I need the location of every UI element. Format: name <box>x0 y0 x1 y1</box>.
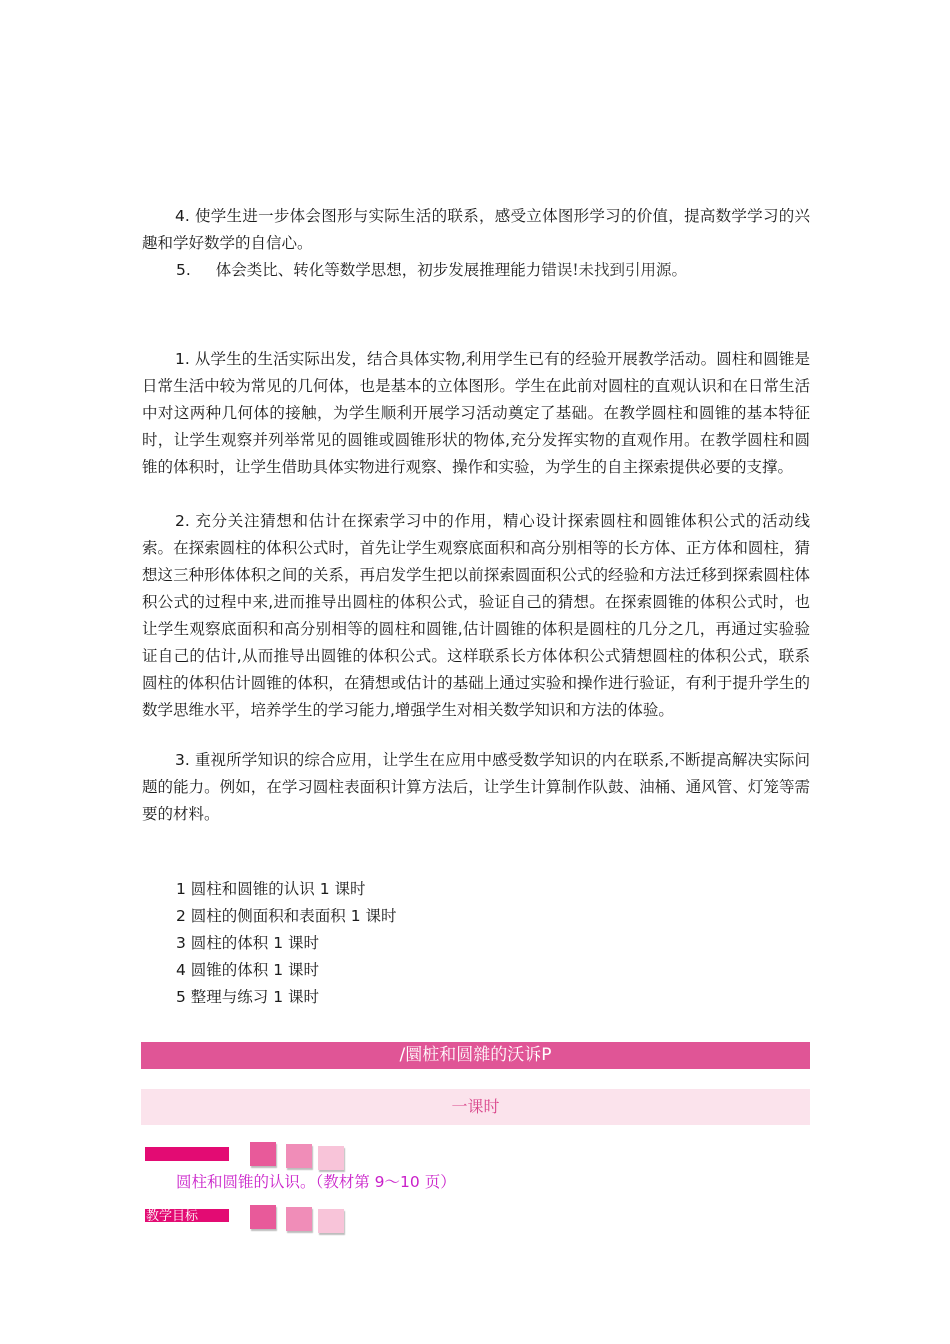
schedule-item: 3 圆柱的体积 1 课时 <box>176 934 320 952</box>
reference-error: 错误!未找到引用源。 <box>541 261 688 279</box>
objective-4: 4. 使学生进一步体会图形与实际生活的联系，感受立体图形学习的价值，提高数学学习的兴趣和学好数学的自信心。 <box>142 207 810 252</box>
suggestion-1: 1. 从学生的生活实际出发，结合具体实物,利用学生已有的经验开展教学活动。圆柱和圆锥是日常生活中较为常见的几何体，也是基本的立体图形。学生在此前对圆柱的直观认识和在日常生活中对这两种几何体的接触，为学生顺利开展学习活动奠定了基础。在教学圆柱和圆锥的基本特征时，让学生观察并列举常见的圆锥或圆锥形状的物体,充分发挥实物的直观作用。在教学圆柱和圆锥的体积时，让学生借助具体实物进行观察、操作和实验，为学生的自主探索提供必要的支撑。 <box>142 350 810 476</box>
decor-square <box>318 1146 344 1170</box>
section-bar <box>145 1147 229 1161</box>
lesson-content: 圆柱和圆锥的认识。（教材第 9〜10 页） <box>176 1173 456 1191</box>
lesson-title-banner: /圜桩和圆雜的沃诉P <box>141 1042 810 1069</box>
decor-square <box>250 1205 276 1229</box>
lesson-schedule <box>176 876 397 1011</box>
schedule-item: 2 圆柱的侧面积和表面积 1 课时 <box>176 907 397 925</box>
decor-square <box>286 1207 312 1231</box>
decor-square <box>250 1142 276 1166</box>
lesson-period-banner: 一课时 <box>141 1089 810 1125</box>
schedule-item: 1 圆柱和圆锥的认识 1 课时 <box>176 880 366 898</box>
schedule-item: 4 圆锥的体积 1 课时 <box>176 961 320 979</box>
objective-5-text: 体会类比、转化等数学思想，初步发展推理能力 <box>215 261 542 279</box>
decor-square <box>286 1144 312 1168</box>
objective-5-number: 5. <box>176 261 191 279</box>
suggestion-2: 2. 充分关注猜想和估计在探索学习中的作用，精心设计探索圆柱和圆锥体积公式的活动线索。在探索圆柱的体积公式时，首先让学生观察底面积和高分别相等的长方体、正方体和圆柱，猜想这三种形体体积之间的关系，再启发学生把以前探索圆面积公式的经验和方法迁移到探索圆柱体积公式的过程中来,进而推导出圆柱的体积公式，验证自己的猜想。在探索圆锥的体积公式时，也让学生观察底面积和高分别相等的圆柱和圆锥,估计圆锥的体积是圆柱的几分之几，再通过实验验证自己的估计,从而推导出圆锥的体积公式。这样联系长方体体积公式猜想圆柱的体积公式，联系圆柱的体积估计圆锥的体积，在猜想或估计的基础上通过实验和操作进行验证，有利于提升学生的数学思维水平，培养学生的学习能力,增强学生对相关数学知识和方法的体验。 <box>142 512 810 719</box>
teaching-goals-label: 教学目标 <box>146 1209 199 1222</box>
suggestion-3: 3. 重视所学知识的综合应用，让学生在应用中感受数学知识的内在联系,不断提高解决实际问题的能力。例如，在学习圆柱表面积计算方法后，让学生计算制作队鼓、油桶、通风管、灯笼等需要的材料。 <box>142 751 810 823</box>
schedule-item: 5 整理与练习 1 课时 <box>176 988 320 1006</box>
objective-5 <box>176 257 687 284</box>
decor-square <box>318 1209 344 1233</box>
